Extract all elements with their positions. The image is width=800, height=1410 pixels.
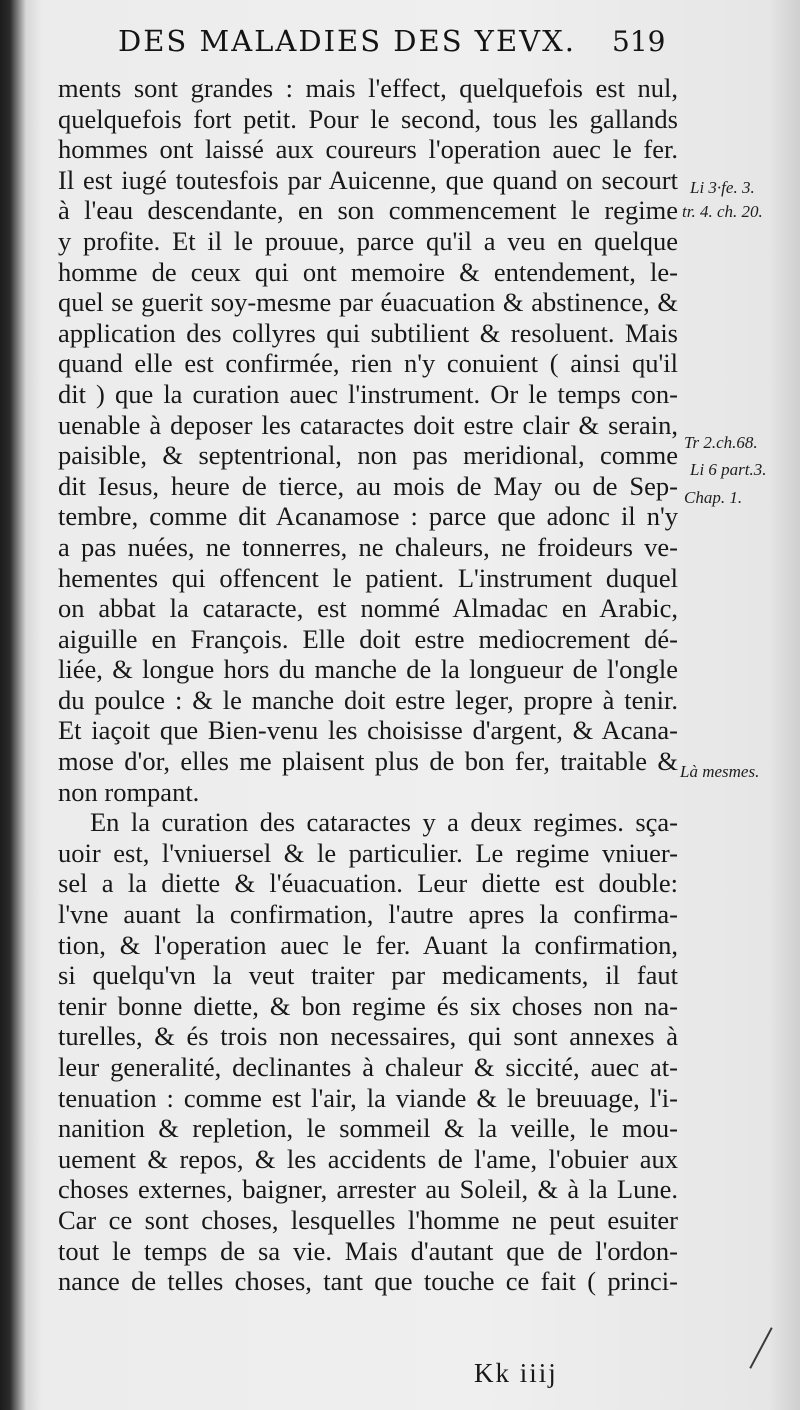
text-line: leur generalité, declinantes à chaleur & siccité, auec at-	[58, 1052, 678, 1082]
text-line: hommes ont laissé aux coureurs l'operation auec le fer.	[58, 134, 678, 165]
signature-mark: Kk iiij	[474, 1358, 558, 1388]
page-number: 519	[612, 25, 666, 58]
text-line: tion, & l'operation auec le fer. Auant la confirmation,	[58, 929, 678, 960]
margin-note: Tr 2.ch.68.	[684, 433, 758, 452]
text-line: Et iaçoit que Bien-venu les choisisse d'argent, & Acana-	[58, 715, 678, 746]
text-line: ments sont grandes : mais l'effect, quelquefois est nul,	[58, 73, 678, 103]
text-line: tenuation : comme est l'air, la viande & le breuuage, l'i-	[58, 1082, 678, 1113]
body-text	[58, 73, 678, 1297]
text-line: si quelqu'vn la veut traiter par medicaments, il faut	[58, 960, 678, 991]
text-line: choses externes, baigner, arrester au Soleil, & à la Lune.	[58, 1174, 678, 1205]
text-line: dit ) que la curation auec l'instrument. Or le temps con-	[58, 378, 678, 409]
text-line: dit Iesus, heure de tierce, au mois de May ou de Sep-	[58, 470, 678, 501]
text-line: l'vne auant la confirmation, l'autre apres la confirma-	[58, 899, 678, 930]
text-line: tenir bonne diette, & bon regime és six choses non na-	[58, 990, 678, 1021]
text-line: uement & repos, & les accidents de l'ame, l'obuier aux	[58, 1143, 678, 1174]
text-line: quand elle est confirmée, rien n'y conuient ( ainsi qu'il	[58, 348, 678, 379]
text-line: non rompant.	[58, 776, 200, 807]
text-line: liée, & longue hors du manche de la longueur de l'ongle	[58, 654, 678, 685]
text-line: quelquefois fort petit. Pour le second, tous les gallands	[58, 103, 678, 134]
paragraph-start-line: En la curation des cataractes y a deux regimes. sça-	[90, 807, 678, 838]
text-line: a pas nuées, ne tonnerres, ne chaleurs, ne froideurs ve-	[58, 531, 678, 562]
text-line: y profite. Et il le prouue, parce qu'il a veu en quelque	[58, 225, 678, 256]
text-line: uenable à deposer les cataractes doit estre clair & serain,	[58, 409, 678, 440]
text-line: nance de telles choses, tant que touche ce fait ( princi-	[58, 1266, 678, 1297]
text-line: turelles, & és trois non necessaires, qui sont annexes à	[58, 1021, 678, 1052]
margin-note: Li 3·fe. 3.	[690, 178, 755, 197]
text-line: tembre, comme dit Acanamose : parce que adonc il n'y	[58, 501, 678, 532]
text-line: Car ce sont choses, lesquelles l'homme ne peut esuiter	[58, 1204, 678, 1235]
text-line: homme de ceux qui ont memoire & entendement, le-	[58, 256, 678, 287]
margin-note: Chap. 1.	[684, 488, 743, 507]
margin-note: Là mesmes.	[680, 762, 760, 781]
text-line: on abbat la cataracte, est nommé Almadac en Arabic,	[58, 593, 678, 624]
text-line: tout le temps de sa vie. Mais d'autant que de l'ordon-	[58, 1235, 678, 1266]
text-line: hementes qui offencent le patient. L'instrument duquel	[58, 562, 678, 593]
text-line: aiguille en François. Elle doit estre mediocrement dé-	[58, 623, 678, 654]
text-line: sel a la diette & l'éuacuation. Leur diette est double:	[58, 868, 678, 899]
text-line: uoir est, l'vniuersel & le particulier. Le regime vniuer-	[58, 837, 678, 868]
running-title: DES MALADIES DES YEVX.	[118, 24, 576, 58]
margin-note: Li 6 part.3.	[690, 460, 767, 479]
text-line: à l'eau descendante, en son commencement le regime	[58, 195, 678, 226]
text-line: Il est iugé toutesfois par Auicenne, que quand on secourt	[58, 164, 678, 195]
text-line: nanition & repletion, le sommeil & la veille, le mou-	[58, 1113, 678, 1144]
text-line: application des collyres qui subtilient & resoluent. Mais	[58, 317, 678, 348]
text-line: quel se guerit soy-mesme par éuacuation & abstinence, &	[58, 287, 678, 318]
text-line: paisible, & septentrional, non pas meridional, comme	[58, 440, 678, 471]
pencil-stroke	[749, 1327, 772, 1369]
text-line: du poulce : & le manche doit estre leger, propre à tenir.	[58, 684, 678, 715]
text-line: mose d'or, elles me plaisent plus de bon fer, traitable &	[58, 746, 678, 777]
margin-note: tr. 4. ch. 20.	[682, 202, 763, 221]
